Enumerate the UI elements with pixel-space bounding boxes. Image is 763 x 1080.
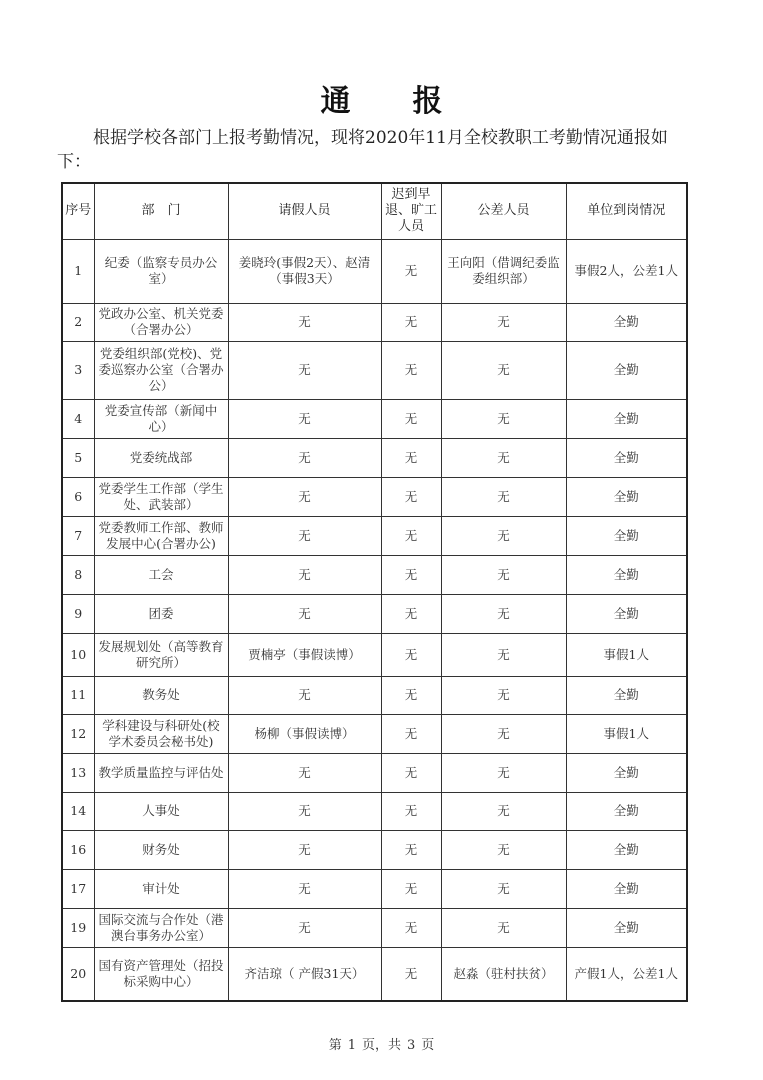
cell-dept: 党委宣传部（新闻中心） xyxy=(94,399,228,438)
cell-trip: 无 xyxy=(441,399,566,438)
cell-trip: 无 xyxy=(441,341,566,399)
cell-leave: 无 xyxy=(228,869,381,908)
cell-trip: 无 xyxy=(441,676,566,714)
cell-leave: 无 xyxy=(228,594,381,633)
cell-trip: 无 xyxy=(441,633,566,676)
cell-trip: 无 xyxy=(441,438,566,477)
cell-leave: 无 xyxy=(228,792,381,830)
cell-status: 全勤 xyxy=(566,399,687,438)
table-row xyxy=(62,303,687,341)
cell-status: 事假2人，公差1人 xyxy=(566,239,687,303)
cell-dept: 党委教师工作部、教师发展中心(合署办公) xyxy=(94,516,228,555)
table-row xyxy=(62,908,687,947)
cell-late: 无 xyxy=(381,555,441,594)
cell-dept: 党委学生工作部（学生处、武装部） xyxy=(94,477,228,516)
table-row xyxy=(62,753,687,792)
cell-status: 全勤 xyxy=(566,792,687,830)
cell-late: 无 xyxy=(381,714,441,753)
cell-leave: 无 xyxy=(228,555,381,594)
cell-leave: 无 xyxy=(228,477,381,516)
cell-status: 产假1人，公差1人 xyxy=(566,947,687,1001)
cell-dept: 教务处 xyxy=(94,676,228,714)
header-dept: 部 门 xyxy=(94,183,228,239)
cell-trip: 无 xyxy=(441,830,566,869)
cell-leave: 无 xyxy=(228,399,381,438)
cell-no: 9 xyxy=(62,594,94,633)
cell-dept: 工会 xyxy=(94,555,228,594)
cell-trip: 无 xyxy=(441,908,566,947)
header-late: 迟到早退、旷工人员 xyxy=(381,183,441,239)
cell-late: 无 xyxy=(381,869,441,908)
cell-trip: 王向阳（借调纪委监委组织部） xyxy=(441,239,566,303)
cell-late: 无 xyxy=(381,341,441,399)
cell-status: 事假1人 xyxy=(566,714,687,753)
cell-leave: 无 xyxy=(228,341,381,399)
cell-leave: 无 xyxy=(228,908,381,947)
cell-late: 无 xyxy=(381,594,441,633)
cell-no: 8 xyxy=(62,555,94,594)
cell-trip: 赵淼（驻村扶贫） xyxy=(441,947,566,1001)
cell-dept: 党政办公室、机关党委（合署办公） xyxy=(94,303,228,341)
table-row xyxy=(62,676,687,714)
cell-dept: 纪委（监察专员办公室） xyxy=(94,239,228,303)
footer-suffix: 页 xyxy=(421,1038,435,1053)
cell-late: 无 xyxy=(381,753,441,792)
cell-late: 无 xyxy=(381,792,441,830)
cell-no: 17 xyxy=(62,869,94,908)
cell-leave: 贾楠亭（事假读博） xyxy=(228,633,381,676)
cell-late: 无 xyxy=(381,830,441,869)
cell-late: 无 xyxy=(381,477,441,516)
cell-leave: 无 xyxy=(228,830,381,869)
cell-dept: 党委组织部(党校)、党委巡察办公室（合署办公） xyxy=(94,341,228,399)
table-row xyxy=(62,594,687,633)
cell-late: 无 xyxy=(381,516,441,555)
cell-leave: 无 xyxy=(228,438,381,477)
table-row xyxy=(62,438,687,477)
cell-no: 5 xyxy=(62,438,94,477)
cell-no: 13 xyxy=(62,753,94,792)
cell-dept: 国有资产管理处（招投标采购中心） xyxy=(94,947,228,1001)
cell-no: 4 xyxy=(62,399,94,438)
cell-trip: 无 xyxy=(441,594,566,633)
cell-trip: 无 xyxy=(441,753,566,792)
cell-no: 3 xyxy=(62,341,94,399)
cell-status: 全勤 xyxy=(566,869,687,908)
table-row xyxy=(62,477,687,516)
cell-late: 无 xyxy=(381,633,441,676)
cell-status: 全勤 xyxy=(566,303,687,341)
table-row xyxy=(62,714,687,753)
cell-status: 全勤 xyxy=(566,908,687,947)
cell-leave: 无 xyxy=(228,516,381,555)
header-status: 单位到岗情况 xyxy=(566,183,687,239)
table-row xyxy=(62,947,687,1001)
cell-no: 7 xyxy=(62,516,94,555)
cell-no: 10 xyxy=(62,633,94,676)
cell-leave: 无 xyxy=(228,303,381,341)
header-trip: 公差人员 xyxy=(441,183,566,239)
cell-status: 全勤 xyxy=(566,676,687,714)
cell-dept: 团委 xyxy=(94,594,228,633)
table-row xyxy=(62,633,687,676)
cell-status: 全勤 xyxy=(566,477,687,516)
title-char-1: 通 xyxy=(320,84,351,119)
cell-leave: 齐洁琼（ 产假31天） xyxy=(228,947,381,1001)
cell-no: 1 xyxy=(62,239,94,303)
cell-dept: 审计处 xyxy=(94,869,228,908)
cell-trip: 无 xyxy=(441,477,566,516)
cell-trip: 无 xyxy=(441,792,566,830)
cell-leave: 姜晓玲(事假2天）、赵清（事假3天） xyxy=(228,239,381,303)
cell-status: 全勤 xyxy=(566,753,687,792)
cell-dept: 发展规划处（高等教育研究所） xyxy=(94,633,228,676)
header-no: 序号 xyxy=(62,183,94,239)
cell-leave: 无 xyxy=(228,676,381,714)
table-row xyxy=(62,792,687,830)
cell-late: 无 xyxy=(381,239,441,303)
cell-status: 全勤 xyxy=(566,555,687,594)
cell-late: 无 xyxy=(381,676,441,714)
cell-dept: 财务处 xyxy=(94,830,228,869)
cell-dept: 党委统战部 xyxy=(94,438,228,477)
cell-trip: 无 xyxy=(441,555,566,594)
cell-late: 无 xyxy=(381,908,441,947)
document-title xyxy=(0,76,763,120)
intro-paragraph: 根据学校各部门上报考勤情况，现将2020年11月全校教职工考勤情况通报如下： xyxy=(57,128,668,172)
cell-status: 全勤 xyxy=(566,594,687,633)
table-row xyxy=(62,830,687,869)
cell-trip: 无 xyxy=(441,516,566,555)
footer-prefix: 第 xyxy=(328,1038,342,1053)
page-footer xyxy=(0,1034,763,1053)
table-row xyxy=(62,869,687,908)
cell-dept: 学科建设与科研处(校学术委员会秘书处) xyxy=(94,714,228,753)
cell-trip: 无 xyxy=(441,303,566,341)
cell-leave: 杨柳（事假读博） xyxy=(228,714,381,753)
cell-dept: 国际交流与合作处（港澳台事务办公室） xyxy=(94,908,228,947)
cell-no: 2 xyxy=(62,303,94,341)
cell-late: 无 xyxy=(381,947,441,1001)
table-row xyxy=(62,239,687,303)
cell-status: 全勤 xyxy=(566,830,687,869)
table-row xyxy=(62,516,687,555)
cell-no: 12 xyxy=(62,714,94,753)
footer-page-current: 1 xyxy=(347,1038,356,1053)
cell-leave: 无 xyxy=(228,753,381,792)
table-row xyxy=(62,341,687,399)
cell-no: 14 xyxy=(62,792,94,830)
cell-no: 6 xyxy=(62,477,94,516)
table-header-row xyxy=(62,183,687,239)
cell-status: 全勤 xyxy=(566,516,687,555)
cell-status: 全勤 xyxy=(566,341,687,399)
table-row xyxy=(62,399,687,438)
cell-trip: 无 xyxy=(441,869,566,908)
cell-status: 事假1人 xyxy=(566,633,687,676)
header-leave: 请假人员 xyxy=(228,183,381,239)
cell-late: 无 xyxy=(381,438,441,477)
cell-no: 16 xyxy=(62,830,94,869)
cell-no: 19 xyxy=(62,908,94,947)
cell-late: 无 xyxy=(381,399,441,438)
cell-dept: 教学质量监控与评估处 xyxy=(94,753,228,792)
title-char-2: 报 xyxy=(412,84,443,119)
cell-status: 全勤 xyxy=(566,438,687,477)
cell-dept: 人事处 xyxy=(94,792,228,830)
cell-no: 11 xyxy=(62,676,94,714)
footer-page-total: 3 xyxy=(407,1038,416,1053)
footer-mid: 页，共 xyxy=(361,1038,401,1053)
cell-trip: 无 xyxy=(441,714,566,753)
cell-no: 20 xyxy=(62,947,94,1001)
attendance-table xyxy=(61,182,688,1002)
cell-late: 无 xyxy=(381,303,441,341)
table-row xyxy=(62,555,687,594)
